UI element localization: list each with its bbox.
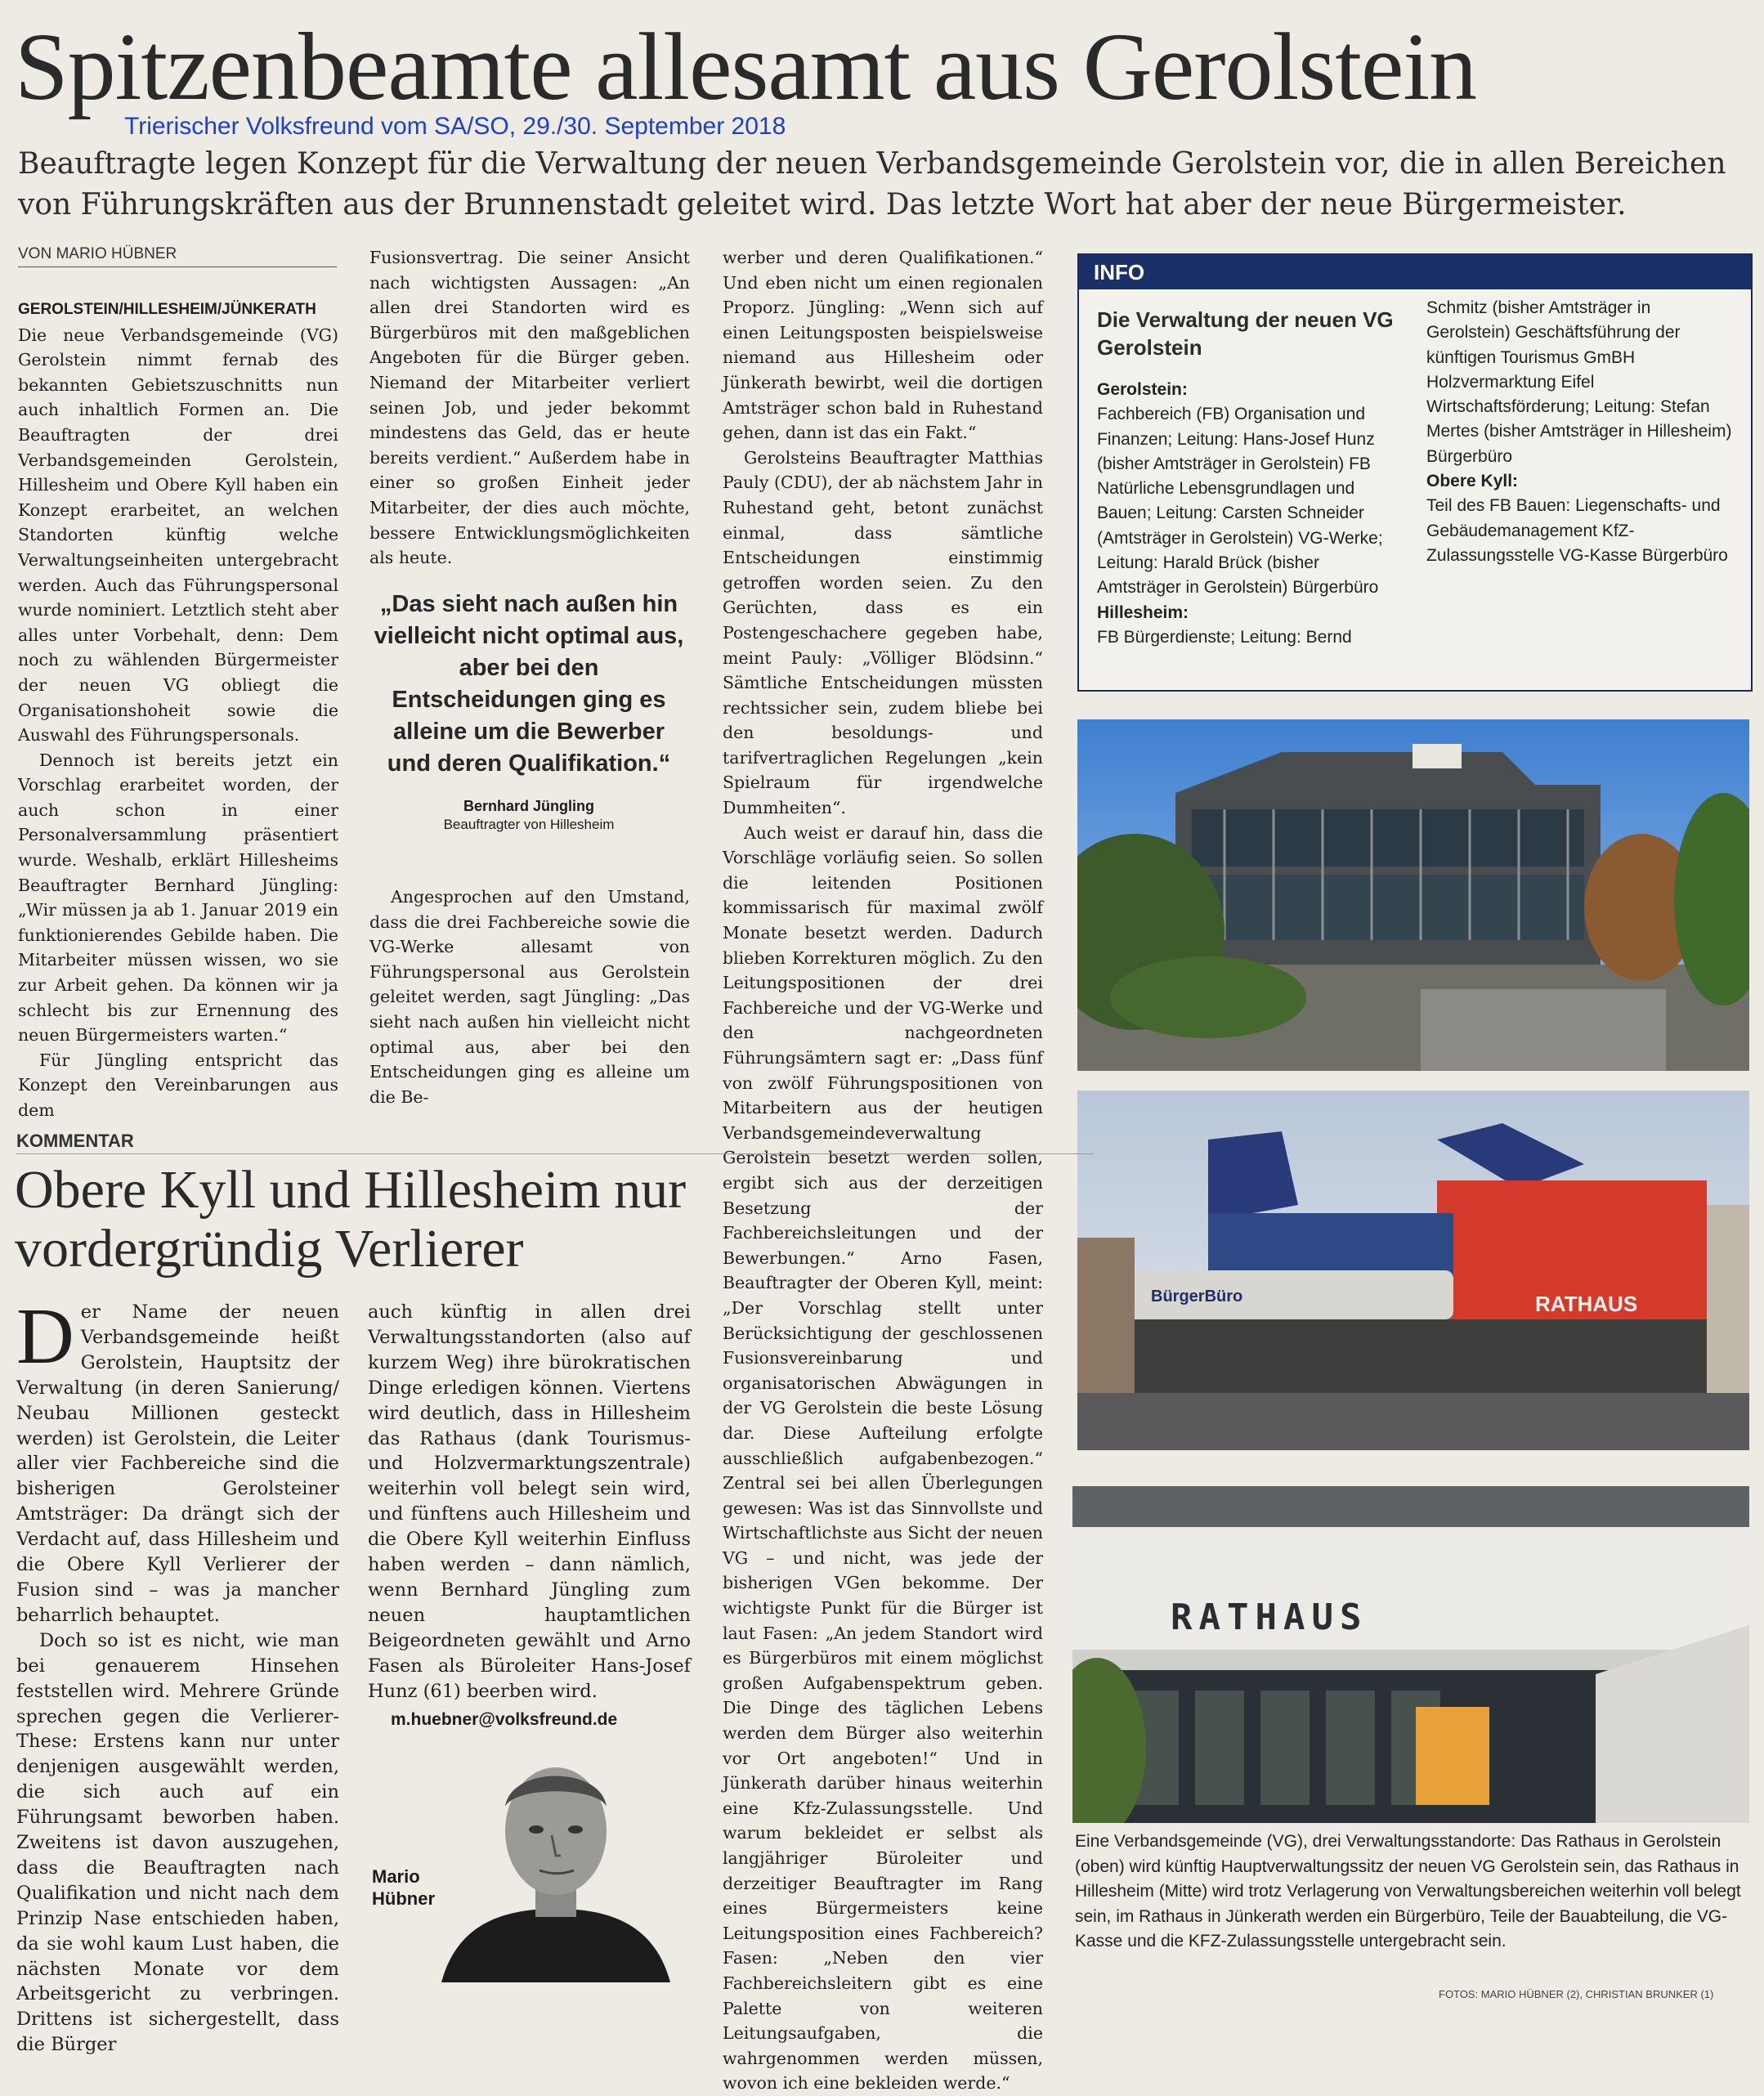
author-last-name: Hübner	[372, 1888, 435, 1909]
author-email[interactable]: m.huebner@volksfreund.de	[391, 1709, 618, 1729]
article-paragraph: werber und deren Qualifikationen.“ Und eben nicht um einen regionalen Proporz. Jüngling: „Wenn sich auf einen Leitungsposten beispielsweise niemand aus Hillesheim oder Jünkerath bewirbt, weil die dortigen Amtsträger schon bald in Ruhestand gehen, dann ist das ein Fakt.“	[723, 248, 1043, 443]
article-paragraph: Gerolsteins Beauftragter Matthias Pauly (CDU), der ab nächstem Jahr in Ruhestand geht, betont zunächst einmal, dass sämtliche Entscheidungen einstimmig getroffen worden seien. Zu den Gerüchten, dass es ein Postengeschachere gegeben habe, meint Pauly: „Völliger Blödsinn.“ Sämtliche Entscheidungen müssten rechtssicher sein, zudem bliebe bei den besoldungs- und tarifvertraglichen Regelungen „kein Spielraum für irgendwelche Dummheiten“.	[723, 447, 1043, 818]
photo-caption: Eine Verbandsgemeinde (VG), drei Verwaltungsstandorte: Das Rathaus in Gerolstein (oben) wird künftig Hauptverwaltungssitz der neuen VG Gerolstein sein, das Rathaus in Hillesheim (Mitte) wird trotz Verlagerung von Verwaltungsbereichen weiterhin voll belegt sein, im Rathaus in Jünkerath werden ein Bürgerbüro, Teile der Bauabteilung, die VG-Kasse und die KFZ-Zulassungsstelle untergebracht sein.	[1075, 1832, 1741, 1950]
sign-rathaus: RATHAUS	[1171, 1597, 1368, 1638]
info-oberekyll-label: Obere Kyll:	[1426, 472, 1519, 491]
info-gerolstein-text: Fachbereich (FB) Organisation und Finanzen; Leitung: Hans-Josef Hunz (bisher Amtsträger in Gerolstein) FB Natürliche Lebensgrundlagen und Bauen; Leitung: Carsten Schneider (Amtsträger in Gerolstein) VG-Werke; Leitung: Harald Brück (bisher Amtsträger in Gerolstein) Bürgerbüro	[1097, 405, 1383, 598]
kommentar-headline: Obere Kyll und Hillesheim nur vordergründig Verlierer	[15, 1160, 687, 1279]
sign-buergerbuero: BürgerBüro	[1151, 1288, 1243, 1306]
sign-rathaus-red: RATHAUS	[1535, 1292, 1638, 1316]
info-box	[1077, 253, 1753, 692]
kommentar-paragraph: auch künftig in allen drei Verwaltungsstandorten (also auf kurzem Weg) ihre bürokratischen Dinge erledigen können. Viertens wird deutlich, dass in Hillesheim das Rathaus (dank Tourismus- und Holzvermarktungszentrale) weiterhin voll belegt sein wird, und fünftens auch Hillesheim und die Obere Kyll weiterhin Einfluss haben werden – dann nämlich, wenn Bernhard Jüngling zum neuen hauptamtlichen Beigeordneten gewählt und Arno Fasen als Büroleiter Hans-Josef Hunz (61) beerben wird.	[368, 1301, 691, 1702]
article-paragraph: Die neue Verbandsgemeinde (VG) Gerolstein nimmt fernab des bekannten Gebietszuschnitts nun auch inhaltlich Formen an. Die Beauftragten der drei Verbandsgemeinden Gerolstein, Hillesheim und Obere Kyll haben ein Konzept erarbeitet, an welchen Standorten künftig welche Verwaltungseinheiten untergebracht werden. Auch das Führungspersonal wurde nominiert. Letztlich steht aber alles unter Vorbehalt, denn: Dem noch zu wählenden Bürgermeister der neuen VG obliegt die Organisationshoheit sowie die Auswahl des Führungspersonals.	[18, 325, 338, 746]
author-portrait	[433, 1741, 678, 1982]
info-hillesheim-text-continued: Schmitz (bisher Amtsträger in Gerolstein) Geschäftsführung der künftigen Tourismus GmBH Holzvermarktung Eifel Wirtschaftsförderung; Leitung: Stefan Mertes (bisher Amtsträger in Hillesheim) Bürgerbüro	[1426, 298, 1732, 466]
photo-juenkerath-drawing	[1072, 1486, 1749, 1823]
info-hillesheim-text: FB Bürgerdienste; Leitung: Bernd	[1097, 627, 1352, 647]
pull-quote-role: Beauftragter von Hillesheim	[443, 817, 615, 832]
pull-quote	[369, 589, 688, 833]
article-paragraph: Für Jüngling entspricht das Konzept den Vereinbarungen aus dem	[18, 1050, 338, 1120]
photo-rathaus-hillesheim	[1077, 1091, 1749, 1450]
article-column-2-top	[369, 245, 690, 571]
source-note: Trierischer Volksfreund vom SA/SO, 29./30. September 2018	[124, 113, 786, 140]
author-portrait-drawing	[433, 1741, 678, 1982]
author-first-name: Mario	[372, 1866, 420, 1887]
kommentar-column-1	[16, 1292, 339, 2058]
article-column-2-bottom	[369, 885, 690, 1109]
article-column-1	[18, 296, 338, 1123]
photo-credit: FOTOS: MARIO HÜBNER (2), CHRISTIAN BRUNKER (1)	[1439, 1988, 1714, 2000]
article-paragraph: Angesprochen auf den Umstand, dass die drei Fachbereiche sowie die VG-Werke allesamt von Führungspersonal aus Gerolstein geleitet werden, sagt Jüngling: „Das sieht nach außen hin vielleicht nicht optimal aus, aber bei den Entscheidungen ging es alleine um die Be-	[369, 887, 690, 1107]
dateline: GEROLSTEIN/HILLESHEIM/JÜNKERATH	[18, 301, 316, 318]
kommentar-paragraph: Doch so ist es nicht, wie man bei genauerem Hinsehen feststellen wird. Mehrere Gründe sprechen gegen die Verlierer-These: Erstens kann nur unter denjenigen ausgewählt werden, die sich auch auf ein Führungsamt beworben haben. Zweitens ist davon auszugehen, dass die Beauftragten nach Qualifikation und nicht nach dem Prinzip Nase entschieden haben, da sie wohl kaum Lust haben, die nächsten Monate vor dem Arbeitsgericht zu verbringen. Drittens ist sichergestellt, dass die Bürger	[16, 1629, 339, 2056]
photo-gerolstein-drawing	[1077, 719, 1749, 1071]
photo-rathaus-juenkerath	[1072, 1486, 1749, 1823]
info-gerolstein-label: Gerolstein:	[1097, 380, 1188, 399]
pull-quote-name: Bernhard Jüngling	[463, 798, 594, 814]
info-hillesheim-label: Hillesheim:	[1097, 602, 1189, 622]
info-box-left-column	[1097, 306, 1404, 650]
info-box-title: Die Verwaltung der neuen VG Gerolstein	[1097, 307, 1394, 360]
article-paragraph: Fusionsvertrag. Die seiner Ansicht nach wichtigsten Aussagen: „An allen drei Standorten wird es Bürgerbüros mit den maßgeblichen Angeboten für die Bürger geben. Niemand der Mitarbeiter verliert seinen Job, und jeder bekommt mindestens das Geld, das er heute bereits verdient.“ Außerdem habe in einer so großen Einheit jeder Mitarbeiter, der dies auch möchte, bessere Entwicklungsmöglichkeiten als heute.	[369, 248, 690, 568]
byline: VON MARIO HÜBNER	[18, 245, 337, 267]
photo-rathaus-gerolstein	[1077, 719, 1749, 1071]
info-oberekyll-text: Teil des FB Bauen: Liegenschafts- und Gebäudemanagement KfZ-Zulassungsstelle VG-Kasse Bürgerbüro	[1426, 496, 1728, 565]
kommentar-label: KOMMENTAR	[16, 1131, 1094, 1154]
info-box-header: INFO	[1079, 255, 1751, 289]
article-paragraph: Auch weist er darauf hin, dass die Vorschläge vorläufig seien. So sollen die leitenden Positionen kommissarisch für maximal zwölf Monate besetzt werden. Dadurch blieben Korrekturen möglich. Zu den Leitungspositionen der drei Fachbereiche und der VG-Werke und den nachgeordneten Führungsämtern sagt er: „Dass fünf von zwölf Führungspositionen von Mitarbeitern aus der heutigen Verbandsgemeindeverwaltung Gerolstein besetzt werden sollen, ergibt sich aus der derzeitigen Besetzung der Fachbereichsleitungen und der Bewerbungen.“ Arno Fasen, Beauftragter der Oberen Kyll, meint: „Der Vorschlag stellt unter Berücksichtigung der geschlossenen Fusionsvereinbarung und organisatorischen Abwägungen in der VG Gerolstein die beste Lösung dar. Diese Aufteilung erfolgte ausschließlich aufgabenbezogen.“ Zentral sei bei allen Überlegungen gewesen: Was ist das Sinnvollste und Wirtschaftlichste aus Sicht der neuen VG – und nicht, was jede der bisherigen VGen bekomme. Der wichtigste Punkt für die Bürger ist laut Fasen: „An jedem Standort wird es Bürgerbüros mit einem möglichst großen Aufgabenspektrum geben. Die Dinge des täglichen Lebens werden dem Bürger also weiterhin vor Ort angeboten!“ Und in Jünkerath darüber hinaus weiterhin eine Kfz-Zulassungsstelle. Und warum bekleidet er selbst als langjähriger Büroleiter und derzeitiger Beauftragter im Rang eines Bürgermeisters keine Leitungsposition eines Fachbereich? Fasen: „Neben den vier Fachbereichsleitern gibt es eine Palette von weiteren Leitungsaufgaben, die wahrgenommen werden müssen, wovon ich eine bekleiden werde.“	[723, 822, 1043, 2094]
deck: Beauftragte legen Konzept für die Verwaltung der neuen Verbandsgemeinde Gerolstein vor, die in allen Bereichen von Führungskräften aus der Brunnenstadt geleitet wird. Das letzte Wort hat aber der neue Bürgermeister.	[18, 147, 1726, 222]
article-paragraph: Dennoch ist bereits jetzt ein Vorschlag erarbeitet worden, der auch schon in einer Personalversammlung präsentiert wurde. Weshalb, erklärt Hillesheims Beauftragter Bernhard Jüngling: „Wir müssen ja ab 1. Januar 2019 ein funktionierendes Gebilde haben. Die Mitarbeiter müssen wissen, wo sie zur Arbeit gehen. Da können wir ja schlecht bis zur Ernennung des neuen Bürgermeisters warten.“	[18, 750, 338, 1046]
headline: Spitzenbeamte allesamt aus Gerolstein	[15, 13, 1477, 120]
info-box-right-column	[1426, 296, 1733, 568]
article-column-3	[723, 245, 1043, 2096]
dropcap: D	[16, 1292, 74, 1381]
pull-quote-text: „Das sieht nach außen hin vielleicht nicht optimal aus, aber bei den Entscheidungen ging es alleine um die Bewerber und deren Qualifikation.“	[374, 591, 684, 777]
kommentar-column-2	[368, 1300, 691, 1732]
author-name	[372, 1865, 435, 1910]
photo-hillesheim-drawing	[1077, 1091, 1749, 1450]
kommentar-paragraph: er Name der neuen Verbandsgemeinde heißt Gerolstein, Hauptsitz der Verwaltung (in deren Sanierung/ Neubau Millionen gesteckt werden) ist Gerolstein, die Leiter aller vier Fachbereiche sind die bisherigen Gerolsteiner Amtsträger: Da drängt sich der Verdacht auf, dass Hillesheim und die Obere Kyll Verlierer der Fusion sind – was ja mancher beharrlich behauptet.	[16, 1301, 339, 1626]
